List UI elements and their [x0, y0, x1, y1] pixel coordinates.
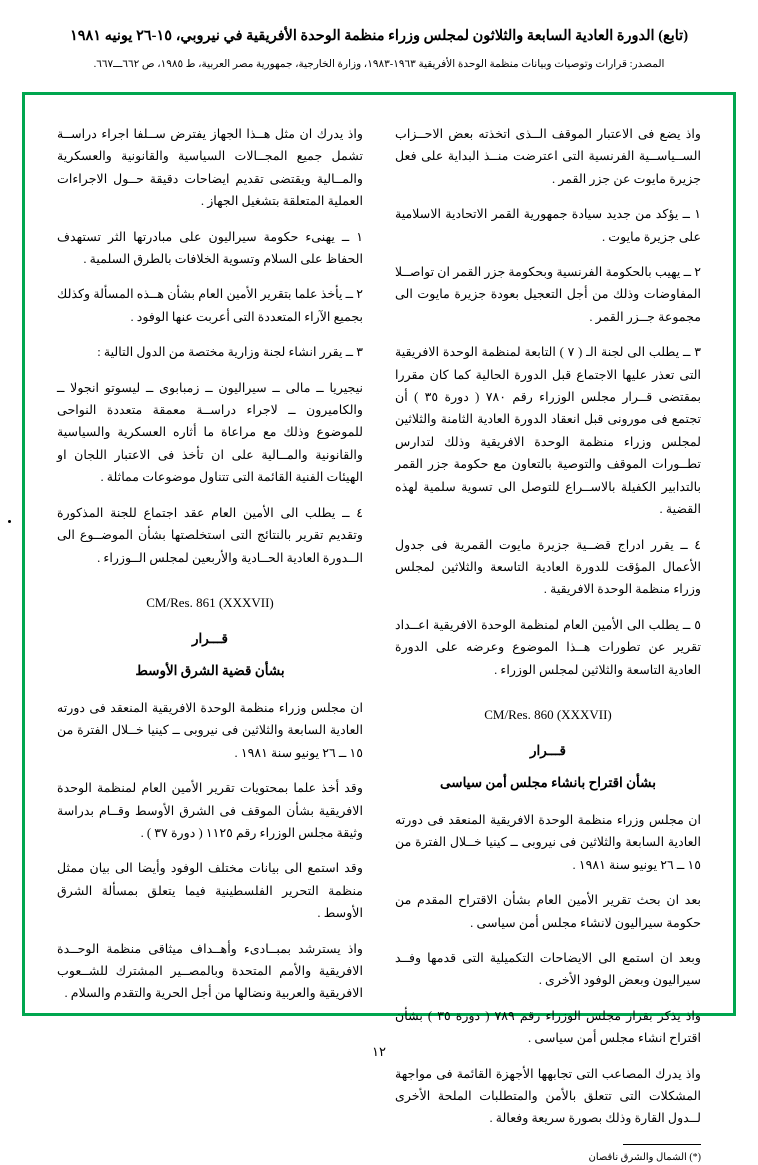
source-line: المصدر: قرارات وتوصيات وبيانات منظمة الوحدة الأفريقية ١٩٦٣-١٩٨٣، وزارة الخارجية، جمهورية مصر العربية، ط ١٩٨٥، ص ٦٦٢ـــ٦٦٧. [93, 58, 665, 70]
paragraph: ٣ ــ يطلب الى لجنة الـ ( ٧ ) التابعة لمنظمة الوحدة الافريقية التى تعذر عليها الاجتماع قبل الدورة الحالية كما كان مقررا بمقتضى قــرار مجلس الوزراء رقم ٧٨٠ ( دورة ٣٥ ) أن تجتمع فى مورونى قبل انعقاد الدورة العادية الثامنة والثلاثين لمجلس وزراء منظمة الوحدة الافريقية وذلك لتدارس تطــورات الموقف والتوصية بالتعاون مع حكومة جزر القمر بالتدابير الكفيلة بالاســراع للتوصل الى تسوية سلمية لهذه القضية . [395, 345, 701, 517]
paragraph: وقد استمع الى بيانات مختلف الوفود وأيضا الى بيان ممثل منظمة التحرير الفلسطينية فيما يتعلق بمسألة الشرق الأوسط . [57, 861, 363, 921]
paragraph: بعد ان بحث تقرير الأمين العام بشأن الاقتراح المقدم من حكومة سيراليون لانشاء مجلس أمن سياسى . [395, 893, 701, 930]
resolution-number: CM/Res. 860 (XXXVII) [484, 706, 612, 722]
paragraph: ٤ ــ يطلب الى الأمين العام عقد اجتماع للجنة المذكورة وتقديم تقرير بالنتائج التى استخلصتها بشأن الموضــوع الى الــدورة العادية الحــادية والأربعين لمجلس الــوزراء . [57, 505, 363, 565]
page-number: ١٢ [372, 1044, 386, 1059]
paragraph: ٣ ــ يقرر انشاء لجنة وزارية مختصة من الدول التالية : [97, 345, 363, 360]
two-column-body [35, 105, 723, 1163]
paragraph: واذ يدرك المصاعب التى تجابهها الأجهزة القائمة فى مواجهة المشكلات التى تتعلق بالأمن والمتطلبات الملحة الأخرى لــدول القارة وذلك بصورة سريعة وفعالة . [395, 1066, 701, 1126]
paragraph: واذ يدرك ان مثل هــذا الجهاز يفترض ســلفا اجراء دراســة تشمل جميع المجــالات السياسية والقانونية والعسكرية والمــالية ويقتضى تقديم ايضاحات دقيقة حــول الاجراءات العملية المتعلقة بتشغيل الجهاز . [57, 127, 363, 209]
paragraph: ٤ ــ يقرر ادراج قضــية جزيرة مايوت القمرية فى جدول الأعمال المؤقت للدورة العادية التاسعة والثلاثين لمجلس وزراء منظمة الوحدة الافريقية . [395, 537, 701, 597]
paragraph: ٢ ــ يأخذ علما بتقرير الأمين العام بشأن هــذه المسألة وكذلك بجميع الآراء المتعددة التى أعربت عنها الوفود . [57, 287, 363, 324]
page-title: (تابع) الدورة العادية السابعة والثلاثون لمجلس وزراء منظمة الوحدة الأفريقية في نيروبي، ١٥-٢٦ يونيه ١٩٨١ [69, 28, 689, 44]
footnote: (*) الشمال والشرق ناقصان [588, 1151, 701, 1163]
paragraph: ١ ــ يؤكد من جديد سيادة جمهورية القمر الاتحادية الاسلامية على جزيرة مايوت . [395, 207, 701, 244]
resolution-title: بشأن اقتراح بانشاء مجلس أمن سياسى [440, 774, 656, 790]
paragraph: ان مجلس وزراء منظمة الوحدة الافريقية المنعقد فى دورته العادية السابعة والثلاثين فى نيروبى ــ كينيا خــلال الفترة من ١٥ ــ ٢٦ يونيو سنة ١٩٨١ . [395, 812, 701, 872]
paragraph: نيجيريا ــ مالى ــ سيراليون ــ زمبابوى ــ ليسوتو انجولا ــ والكاميرون ــ لاجراء دراســة معمقة متعددة النواحى للموضوع وذلك مع مراعاة ما أثاره العسكرية والسياسية والقانونية والمــالية على ان تأخذ فى الاعتبار اللجان او الهيئات الفنية القائمة التى تتناول موضوعات مماثلة . [57, 380, 363, 485]
paragraph: واذ يذكر بقرار مجلس الوزراء رقم ٧٨٩ ( دورة ٣٥ ) بشأن اقتراح انشاء مجلس أمن سياسى . [395, 1008, 701, 1046]
resolution-number: CM/Res. 861 (XXXVII) [146, 594, 274, 610]
content-frame [22, 92, 736, 1163]
resolution-title: بشأن قضية الشرق الأوسط [135, 662, 285, 678]
paragraph: واذ يضع فى الاعتبار الموقف الــذى اتخذته بعض الاحــزاب الســياســية الفرنسية التى اعترضت منــذ البداية على فعل جزيرة مايوت عن جزر القمر . [395, 127, 701, 186]
paragraph: ان مجلس وزراء منظمة الوحدة الافريقية المنعقد فى دورته العادية السابعة والثلاثين فى نيروبى ــ كينيا خــلال الفترة من ١٥ ــ ٢٦ يونيو سنة ١٩٨١ . [57, 700, 363, 760]
paragraph: وقد أخذ علما بمحتويات تقرير الأمين العام لمنظمة الوحدة الافريقية بشأن الموقف فى الشرق الأوسط وقــام بدراسة وثيقة مجلس الوزراء رقم ١١٢٥ ( دورة ٣٧ ) . [57, 781, 363, 840]
margin-dot [8, 520, 11, 523]
resolution-label: قـــرار [529, 742, 567, 758]
page-header [0, 0, 758, 73]
resolution-label: قـــرار [191, 630, 229, 646]
column-left [35, 105, 379, 1003]
paragraph: وبعد ان استمع الى الايضاحات التكميلية التى قدمها وفــد سيراليون وبعض الوفود الأخرى . [395, 950, 701, 988]
paragraph: ١ ــ يهنىء حكومة سيراليون على مبادرتها الثر تستهدف الحفاظ على السلام وتسوية الخلافات بالطرق السلمية . [57, 229, 363, 267]
paragraph: ٢ ــ يهيب بالحكومة الفرنسية وبحكومة جزر القمر ان تواصــلا المفاوضات وذلك من أجل التعجيل بعودة جزيرة مايوت الى مجموعة جــزر القمر . [395, 265, 701, 324]
paragraph: ٥ ــ يطلب الى الأمين العام لمنظمة الوحدة الافريقية اعــداد تقرير عن تطورات هــذا الموضوع وعرضه على الدورة العادية التاسعة والثلاثين لمجلس الوزراء . [395, 617, 701, 677]
footnote-divider [623, 1144, 701, 1145]
paragraph: واذ يسترشد بمبــادىء وأهــداف ميثاقى منظمة الوحــدة الافريقية والأمم المتحدة وبالمصــير المشترك للشــعوب الافريقية والعربية ونضالها من أجل الحرية والتقدم والسلام . [57, 941, 363, 1001]
